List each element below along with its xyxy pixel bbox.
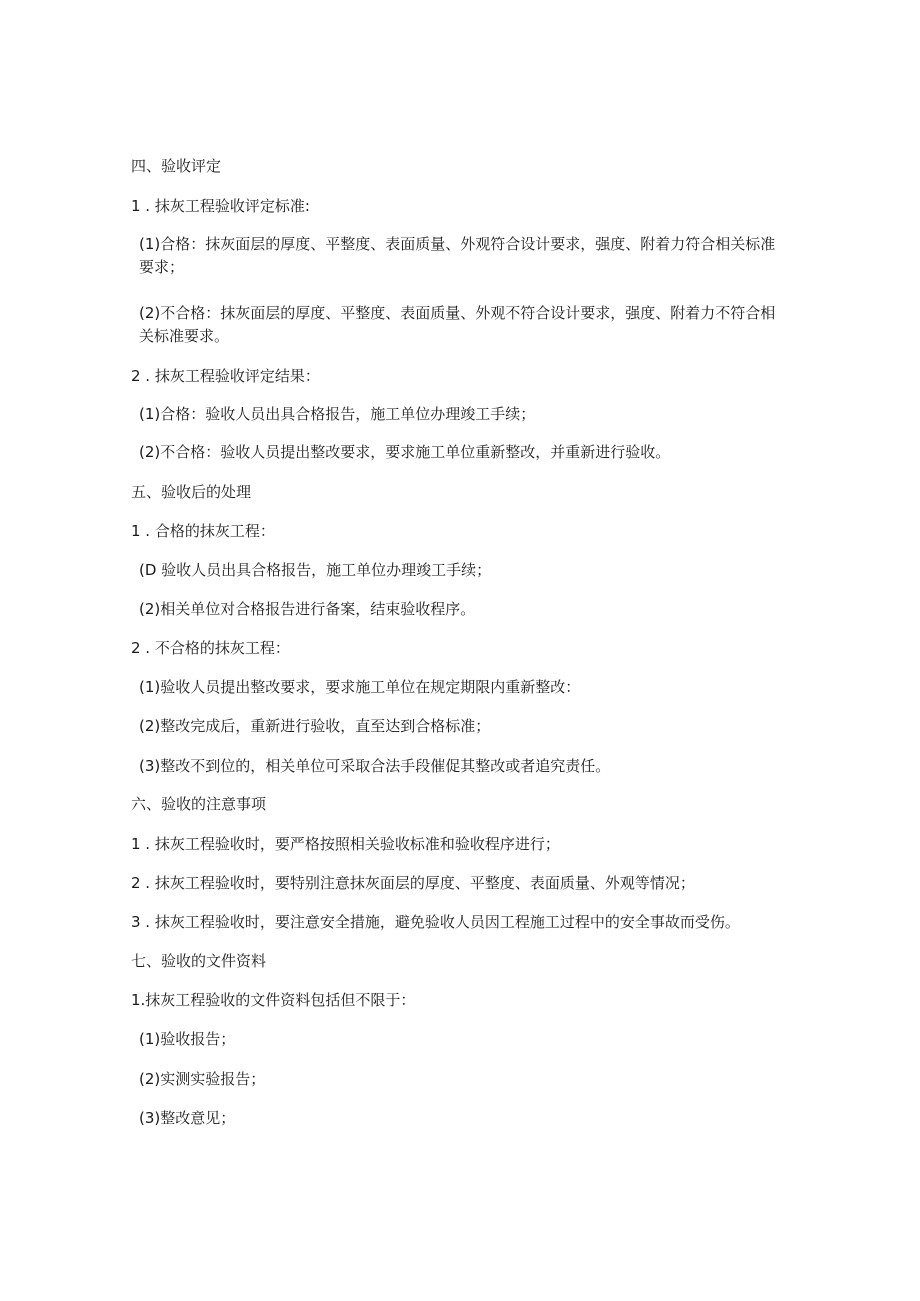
section-7-item-1: 1.抹灰工程验收的文件资料包括但不限于： <box>131 991 416 1009</box>
section-4-item-1-sub-2: (2)不合格：抹灰面层的厚度、平整度、表面质量、外观不符合设计要求，强度、附着力不符合相关标准要求。 <box>139 304 776 345</box>
section-6-item-1: 1 . 抹灰工程验收时，要严格按照相关验收标准和验收程序进行； <box>131 835 560 853</box>
section-5-item-1-sub-2: (2)相关单位对合格报告进行备案，结束验收程序。 <box>139 600 476 618</box>
section-4-item-1-sub-1: (1)合格：抹灰面层的厚度、平整度、表面质量、外观符合设计要求，强度、附着力符合相关标准要求； <box>139 235 776 276</box>
section-7-heading: 七、验收的文件资料 <box>131 952 267 970</box>
section-5-item-2-sub-1: (1)验收人员提出整改要求，要求施工单位在规定期限内重新整改： <box>139 678 581 696</box>
section-4-item-1: 1 . 抹灰工程验收评定标准: <box>131 197 310 215</box>
section-5-item-1-sub-1: (D 验收人员出具合格报告，施工单位办理竣工手续； <box>139 561 492 579</box>
section-7-item-1-sub-2: (2)实测实验报告； <box>139 1070 266 1088</box>
section-4-item-2: 2 . 抹灰工程验收评定结果： <box>131 367 320 385</box>
section-5-heading: 五、验收后的处理 <box>131 483 252 501</box>
section-5-item-2-sub-3: (3)整改不到位的，相关单位可采取合法手段催促其整改或者追究责任。 <box>139 757 611 775</box>
section-4-item-2-sub-2: (2)不合格：验收人员提出整改要求，要求施工单位重新整改，并重新进行验收。 <box>139 443 671 461</box>
section-4-item-2-sub-1: (1)合格：验收人员出具合格报告，施工单位办理竣工手续； <box>139 405 536 423</box>
section-7-item-1-sub-1: (1)验收报告； <box>139 1030 236 1048</box>
section-4-heading: 四、验收评定 <box>131 157 222 175</box>
section-5-item-1: 1 . 合格的抹灰工程： <box>131 522 275 540</box>
section-7-item-1-sub-3: (3)整改意见； <box>139 1109 236 1127</box>
section-6-item-3: 3 . 抹灰工程验收时，要注意安全措施，避免验收人员因工程施工过程中的安全事故而受伤。 <box>131 913 740 931</box>
section-5-item-2: 2 . 不合格的抹灰工程： <box>131 639 290 657</box>
section-6-heading: 六、验收的注意事项 <box>131 795 267 813</box>
section-5-item-2-sub-2: (2)整改完成后，重新进行验收，直至达到合格标准； <box>139 717 491 735</box>
section-6-item-2: 2 . 抹灰工程验收时，要特别注意抹灰面层的厚度、平整度、表面质量、外观等情况； <box>131 874 695 892</box>
